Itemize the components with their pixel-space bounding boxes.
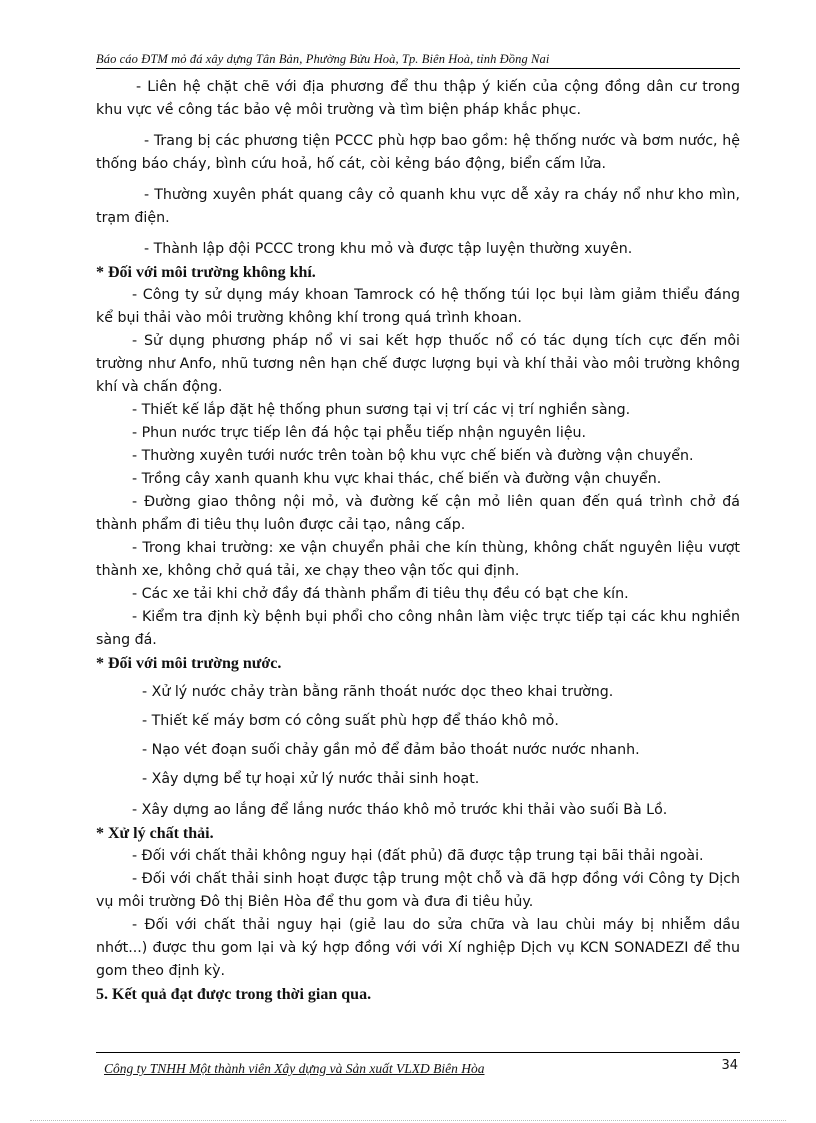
paragraph: - Trang bị các phương tiện PCCC phù hợp bao gồm: hệ thống nước và bơm nước, hệ thống báo cháy, bình cứu hoả, hố cát, còi kẻng báo động, biển cấm lửa. xyxy=(96,133,740,172)
paragraph: - Thiết kế máy bơm có công suất phù hợp để tháo khô mỏ. xyxy=(142,713,559,729)
paragraph: - Công ty sử dụng máy khoan Tamrock có hệ thống túi lọc bụi làm giảm thiểu đáng kể bụi thải vào môi trường không khí trong quá trình khoan. xyxy=(96,287,740,326)
section-heading-air: * Đối với môi trường không khí. xyxy=(96,264,316,281)
paragraph: - Kiểm tra định kỳ bệnh bụi phổi cho công nhân làm việc trực tiếp tại các khu nghiền sàng đá. xyxy=(96,609,740,648)
paragraph: - Đối với chất thải sinh hoạt được tập trung một chỗ và đã hợp đồng với Công ty Dịch vụ môi trường Đô thị Biên Hòa để thu gom và đưa đi tiêu hủy. xyxy=(96,871,740,910)
paragraph: - Các xe tải khi chở đầy đá thành phẩm đi tiêu thụ đều có bạt che kín. xyxy=(132,586,629,602)
footer-rule xyxy=(96,1052,740,1053)
page-number: 34 xyxy=(721,1058,738,1073)
page-footer xyxy=(104,1058,740,1077)
paragraph: - Đường giao thông nội mỏ, và đường kế cận mỏ liên quan đến quá trình chở đá thành phẩm đi tiêu thụ luôn được cải tạo, nâng cấp. xyxy=(96,494,740,533)
paragraph: - Xử lý nước chảy tràn bằng rãnh thoát nước dọc theo khai trường. xyxy=(142,684,614,700)
paragraph: - Thường xuyên tưới nước trên toàn bộ khu vực chế biến và đường vận chuyển. xyxy=(132,448,694,464)
paragraph: - Thành lập đội PCCC trong khu mỏ và được tập luyện thường xuyên. xyxy=(144,241,633,257)
paragraph: - Trồng cây xanh quanh khu vực khai thác, chế biến và đường vận chuyển. xyxy=(132,471,662,487)
paragraph: - Đối với chất thải nguy hại (giẻ lau do sửa chữa và lau chùi máy bị nhiễm dầu nhớt...) được thu gom lại và ký hợp đồng với với Xí nghiệp Dịch vụ KCN SONADEZI để thu gom theo định kỳ. xyxy=(96,917,740,979)
footer-organization: Công ty TNHH Một thành viên Xây dựng và Sản xuất VLXD Biên Hòa xyxy=(104,1061,485,1076)
paragraph: - Liên hệ chặt chẽ với địa phương để thu thập ý kiến của cộng đồng dân cư trong khu vực về công tác bảo vệ môi trường và tìm biện pháp khắc phục. xyxy=(96,79,740,118)
paragraph: - Nạo vét đoạn suối chảy gần mỏ để đảm bảo thoát nước nước nhanh. xyxy=(142,742,640,758)
section-heading-waste: * Xử lý chất thải. xyxy=(96,825,214,842)
section-heading-water: * Đối với môi trường nước. xyxy=(96,655,282,672)
paragraph: - Trong khai trường: xe vận chuyển phải che kín thùng, không chất nguyên liệu vượt thành xe, không chở quá tải, xe chạy theo vận tốc qui định. xyxy=(96,540,740,579)
header-rule xyxy=(96,68,740,69)
paragraph: - Sử dụng phương pháp nổ vi sai kết hợp thuốc nổ có tác dụng tích cực đến môi trường như Anfo, nhũ tương nên hạn chế được lượng bụi và khí thải vào môi trường không khí và chấn động. xyxy=(96,333,740,395)
paragraph: - Phun nước trực tiếp lên đá hộc tại phễu tiếp nhận nguyên liệu. xyxy=(132,425,587,441)
section-heading-results: 5. Kết quả đạt được trong thời gian qua. xyxy=(96,986,372,1003)
page-edge-divider xyxy=(30,1120,786,1121)
paragraph: - Thiết kế lắp đặt hệ thống phun sương tại vị trí các vị trí nghiền sàng. xyxy=(132,402,631,418)
paragraph: - Thường xuyên phát quang cây cỏ quanh khu vực dễ xảy ra cháy nổ như kho mìn, trạm điện. xyxy=(96,187,740,226)
paragraph: - Đối với chất thải không nguy hại (đất phủ) đã được tập trung tại bãi thải ngoài. xyxy=(132,848,704,864)
paragraph: - Xây dựng bể tự hoại xử lý nước thải sinh hoạt. xyxy=(142,771,480,787)
running-header: Báo cáo ĐTM mỏ đá xây dựng Tân Bản, Phường Bửu Hoà, Tp. Biên Hoà, tỉnh Đồng Nai xyxy=(96,52,550,66)
paragraph: - Xây dựng ao lắng để lắng nước tháo khô mỏ trước khi thải vào suối Bà Lồ. xyxy=(132,802,668,818)
document-body xyxy=(96,76,740,1006)
